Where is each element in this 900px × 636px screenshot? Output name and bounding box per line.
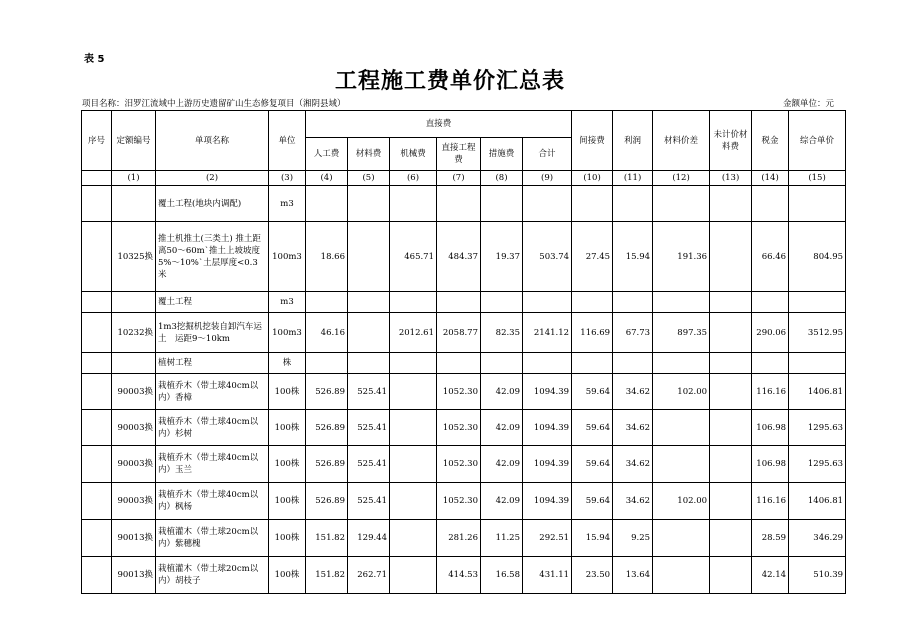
cell-item: 推土机推土(三类土) 推土距离50～60m`推土上坡坡度5%～10%`土层厚度<0.3米 xyxy=(156,222,269,292)
column-number: (4) xyxy=(306,171,348,186)
cell-profit: 13.64 xyxy=(613,557,653,594)
cell-labor xyxy=(306,353,348,374)
column-number: (11) xyxy=(613,171,653,186)
table-row xyxy=(82,446,846,483)
cell-total xyxy=(789,292,846,313)
cell-labor: 526.89 xyxy=(306,446,348,483)
cell-profit xyxy=(613,292,653,313)
header-unpriced: 未计价材料费 xyxy=(710,111,752,171)
cell-tax xyxy=(752,353,789,374)
cell-direct-eng: 414.53 xyxy=(437,557,481,594)
cell-quota: 90003换 xyxy=(112,410,156,446)
cell-machine xyxy=(390,520,437,557)
cell-unpriced xyxy=(710,186,752,222)
cell-measure: 42.09 xyxy=(481,483,523,520)
cell-unit: 100m3 xyxy=(269,222,306,292)
column-number: (5) xyxy=(348,171,390,186)
cell-subtotal: 2141.12 xyxy=(523,313,572,353)
cell-unpriced xyxy=(710,292,752,313)
cell-labor: 151.82 xyxy=(306,520,348,557)
table-row xyxy=(82,520,846,557)
table-row xyxy=(82,222,846,292)
cell-measure: 82.35 xyxy=(481,313,523,353)
cell-subtotal: 292.51 xyxy=(523,520,572,557)
table-row xyxy=(82,557,846,594)
cell-profit xyxy=(613,186,653,222)
cell-profit: 67.73 xyxy=(613,313,653,353)
cell-machine: 2012.61 xyxy=(390,313,437,353)
header-unit: 单位 xyxy=(269,111,306,171)
cell-tax: 116.16 xyxy=(752,374,789,410)
cell-tax: 290.06 xyxy=(752,313,789,353)
cell-labor: 46.16 xyxy=(306,313,348,353)
cell-unpriced xyxy=(710,313,752,353)
cell-labor: 18.66 xyxy=(306,222,348,292)
column-number: (7) xyxy=(437,171,481,186)
header-labor: 人工费 xyxy=(306,138,348,171)
column-number: (10) xyxy=(572,171,613,186)
cell-tax xyxy=(752,186,789,222)
cell-material: 525.41 xyxy=(348,410,390,446)
page-title: 工程施工费单价汇总表 xyxy=(334,69,565,94)
cell-measure: 42.09 xyxy=(481,446,523,483)
cell-profit: 34.62 xyxy=(613,374,653,410)
cell-direct-eng: 1052.30 xyxy=(437,374,481,410)
cell-quota: 90013换 xyxy=(112,520,156,557)
cell-seq xyxy=(82,483,112,520)
table-row xyxy=(82,313,846,353)
cell-subtotal: 431.11 xyxy=(523,557,572,594)
cell-price-diff xyxy=(653,186,710,222)
cell-price-diff xyxy=(653,520,710,557)
cell-seq xyxy=(82,410,112,446)
cell-quota xyxy=(112,186,156,222)
cell-seq xyxy=(82,520,112,557)
cell-unit: 100株 xyxy=(269,374,306,410)
cell-indirect xyxy=(572,292,613,313)
cell-machine xyxy=(390,292,437,313)
cell-price-diff: 897.35 xyxy=(653,313,710,353)
cell-seq xyxy=(82,186,112,222)
column-number: (8) xyxy=(481,171,523,186)
cell-material: 129.44 xyxy=(348,520,390,557)
column-number: (1) xyxy=(112,171,156,186)
cell-seq xyxy=(82,222,112,292)
cell-unpriced xyxy=(710,483,752,520)
column-number: (2) xyxy=(156,171,269,186)
header-price-diff: 材料价差 xyxy=(653,111,710,171)
header-direct-eng: 直接工程费 xyxy=(437,138,481,171)
table-row xyxy=(82,292,846,313)
table-row xyxy=(82,410,846,446)
cell-seq xyxy=(82,313,112,353)
cell-total: 510.39 xyxy=(789,557,846,594)
cell-machine xyxy=(390,483,437,520)
cell-total: 1406.81 xyxy=(789,374,846,410)
cell-tax: 106.98 xyxy=(752,410,789,446)
cell-item: 栽植灌木（带土球20cm以内）胡枝子 xyxy=(156,557,269,594)
cell-subtotal: 1094.39 xyxy=(523,483,572,520)
table-row xyxy=(82,186,846,222)
cell-quota: 90003换 xyxy=(112,446,156,483)
cell-item: 覆土工程 xyxy=(156,292,269,313)
cell-direct-eng xyxy=(437,353,481,374)
cell-price-diff xyxy=(653,446,710,483)
column-number: (9) xyxy=(523,171,572,186)
cell-labor: 151.82 xyxy=(306,557,348,594)
cell-indirect: 116.69 xyxy=(572,313,613,353)
cell-direct-eng: 1052.30 xyxy=(437,410,481,446)
cell-price-diff xyxy=(653,292,710,313)
cell-profit: 34.62 xyxy=(613,446,653,483)
table-row xyxy=(82,374,846,410)
cell-measure: 19.37 xyxy=(481,222,523,292)
header-total: 综合单价 xyxy=(789,111,846,171)
cell-machine xyxy=(390,446,437,483)
cell-total: 1295.63 xyxy=(789,446,846,483)
cell-indirect: 59.64 xyxy=(572,410,613,446)
cell-indirect: 15.94 xyxy=(572,520,613,557)
cell-measure: 42.09 xyxy=(481,410,523,446)
header-direct-group: 直接费 xyxy=(306,111,572,138)
cell-unit: 100株 xyxy=(269,483,306,520)
cell-direct-eng xyxy=(437,292,481,313)
cell-total xyxy=(789,186,846,222)
cell-unit: 株 xyxy=(269,353,306,374)
column-number: (13) xyxy=(710,171,752,186)
cell-item: 覆土工程(地块内调配) xyxy=(156,186,269,222)
cell-unit: m3 xyxy=(269,186,306,222)
cell-indirect: 59.64 xyxy=(572,374,613,410)
cell-subtotal: 1094.39 xyxy=(523,446,572,483)
cell-labor xyxy=(306,186,348,222)
cell-direct-eng: 2058.77 xyxy=(437,313,481,353)
cell-material: 525.41 xyxy=(348,374,390,410)
cell-material xyxy=(348,353,390,374)
cell-subtotal xyxy=(523,353,572,374)
cell-tax xyxy=(752,292,789,313)
cell-quota: 10325换 xyxy=(112,222,156,292)
header-subtotal: 合计 xyxy=(523,138,572,171)
header-seq: 序号 xyxy=(82,111,112,171)
cell-subtotal xyxy=(523,186,572,222)
cell-profit: 15.94 xyxy=(613,222,653,292)
cell-labor xyxy=(306,292,348,313)
cell-unit: m3 xyxy=(269,292,306,313)
cell-unit: 100株 xyxy=(269,410,306,446)
cell-seq xyxy=(82,353,112,374)
cell-material xyxy=(348,222,390,292)
cell-machine xyxy=(390,557,437,594)
amount-unit: 金额单位：元 xyxy=(782,99,834,109)
cell-item: 栽植乔木（带土球40cm以内）香樟 xyxy=(156,374,269,410)
cell-price-diff: 191.36 xyxy=(653,222,710,292)
cell-tax: 116.16 xyxy=(752,483,789,520)
cell-indirect xyxy=(572,186,613,222)
cell-unpriced xyxy=(710,520,752,557)
cell-direct-eng: 281.26 xyxy=(437,520,481,557)
header-item: 单项名称 xyxy=(156,111,269,171)
cell-indirect: 59.64 xyxy=(572,483,613,520)
cell-item: 栽植灌木（带土球20cm以内）紫穗槐 xyxy=(156,520,269,557)
cell-seq xyxy=(82,374,112,410)
cell-seq xyxy=(82,292,112,313)
cell-tax: 42.14 xyxy=(752,557,789,594)
cell-total: 1295.63 xyxy=(789,410,846,446)
cell-price-diff xyxy=(653,557,710,594)
cell-total: 1406.81 xyxy=(789,483,846,520)
cell-tax: 106.98 xyxy=(752,446,789,483)
cell-measure: 11.25 xyxy=(481,520,523,557)
cell-direct-eng: 1052.30 xyxy=(437,446,481,483)
table-tag: 表 5 xyxy=(84,54,105,65)
header-machine: 机械费 xyxy=(390,138,437,171)
cell-price-diff: 102.00 xyxy=(653,483,710,520)
column-number: (14) xyxy=(752,171,789,186)
unit-price-table xyxy=(81,110,846,594)
cell-labor: 526.89 xyxy=(306,374,348,410)
cell-machine: 465.71 xyxy=(390,222,437,292)
column-number-row xyxy=(82,171,846,186)
cell-quota: 90003换 xyxy=(112,483,156,520)
cell-measure: 16.58 xyxy=(481,557,523,594)
cell-subtotal: 1094.39 xyxy=(523,410,572,446)
column-number: (12) xyxy=(653,171,710,186)
table-row xyxy=(82,483,846,520)
cell-total: 3512.95 xyxy=(789,313,846,353)
project-name: 项目名称：汨罗江流域中上游历史遗留矿山生态修复项目（湘阴县域） xyxy=(82,99,346,109)
column-number: (3) xyxy=(269,171,306,186)
cell-price-diff: 102.00 xyxy=(653,374,710,410)
cell-indirect: 27.45 xyxy=(572,222,613,292)
cell-subtotal xyxy=(523,292,572,313)
cell-total: 804.95 xyxy=(789,222,846,292)
header-measure: 措施费 xyxy=(481,138,523,171)
cell-seq xyxy=(82,557,112,594)
cell-measure xyxy=(481,186,523,222)
cell-subtotal: 503.74 xyxy=(523,222,572,292)
cell-material: 525.41 xyxy=(348,483,390,520)
cell-seq xyxy=(82,446,112,483)
cell-tax: 28.59 xyxy=(752,520,789,557)
cell-item: 栽植乔木（带土球40cm以内）杉树 xyxy=(156,410,269,446)
cell-labor: 526.89 xyxy=(306,483,348,520)
cell-direct-eng xyxy=(437,186,481,222)
cell-profit: 9.25 xyxy=(613,520,653,557)
cell-unpriced xyxy=(710,557,752,594)
cell-subtotal: 1094.39 xyxy=(523,374,572,410)
cell-material xyxy=(348,292,390,313)
cell-item: 栽植乔木（带土球40cm以内）枫杨 xyxy=(156,483,269,520)
cell-tax: 66.46 xyxy=(752,222,789,292)
cell-indirect xyxy=(572,353,613,374)
cell-material: 262.71 xyxy=(348,557,390,594)
cell-unit: 100株 xyxy=(269,520,306,557)
cell-labor: 526.89 xyxy=(306,410,348,446)
cell-material: 525.41 xyxy=(348,446,390,483)
cell-quota: 90013换 xyxy=(112,557,156,594)
cell-price-diff xyxy=(653,410,710,446)
header-indirect: 间接费 xyxy=(572,111,613,171)
cell-indirect: 23.50 xyxy=(572,557,613,594)
cell-material xyxy=(348,313,390,353)
cell-unpriced xyxy=(710,446,752,483)
cell-item: 1m3挖掘机挖装自卸汽车运土 运距9～10km xyxy=(156,313,269,353)
cell-unit: 100m3 xyxy=(269,313,306,353)
cell-unit: 100株 xyxy=(269,557,306,594)
table-row xyxy=(82,353,846,374)
cell-direct-eng: 484.37 xyxy=(437,222,481,292)
cell-indirect: 59.64 xyxy=(572,446,613,483)
cell-measure: 42.09 xyxy=(481,374,523,410)
cell-item: 植树工程 xyxy=(156,353,269,374)
cell-quota: 90003换 xyxy=(112,374,156,410)
cell-unpriced xyxy=(710,353,752,374)
cell-measure xyxy=(481,292,523,313)
header-material: 材料费 xyxy=(348,138,390,171)
cell-machine xyxy=(390,353,437,374)
cell-total xyxy=(789,353,846,374)
column-number: (15) xyxy=(789,171,846,186)
cell-profit xyxy=(613,353,653,374)
cell-machine xyxy=(390,186,437,222)
cell-item: 栽植乔木（带土球40cm以内）玉兰 xyxy=(156,446,269,483)
cell-quota xyxy=(112,292,156,313)
header-quota: 定额编号 xyxy=(112,111,156,171)
cell-price-diff xyxy=(653,353,710,374)
cell-total: 346.29 xyxy=(789,520,846,557)
cell-unpriced xyxy=(710,222,752,292)
header-tax: 税金 xyxy=(752,111,789,171)
cell-quota: 10232换 xyxy=(112,313,156,353)
cell-profit: 34.62 xyxy=(613,410,653,446)
cell-unpriced xyxy=(710,374,752,410)
cell-unit: 100株 xyxy=(269,446,306,483)
cell-profit: 34.62 xyxy=(613,483,653,520)
header-profit: 利润 xyxy=(613,111,653,171)
cell-unpriced xyxy=(710,410,752,446)
cell-quota xyxy=(112,353,156,374)
cell-machine xyxy=(390,374,437,410)
cell-direct-eng: 1052.30 xyxy=(437,483,481,520)
column-number: (6) xyxy=(390,171,437,186)
cell-material xyxy=(348,186,390,222)
cell-measure xyxy=(481,353,523,374)
cell-machine xyxy=(390,410,437,446)
